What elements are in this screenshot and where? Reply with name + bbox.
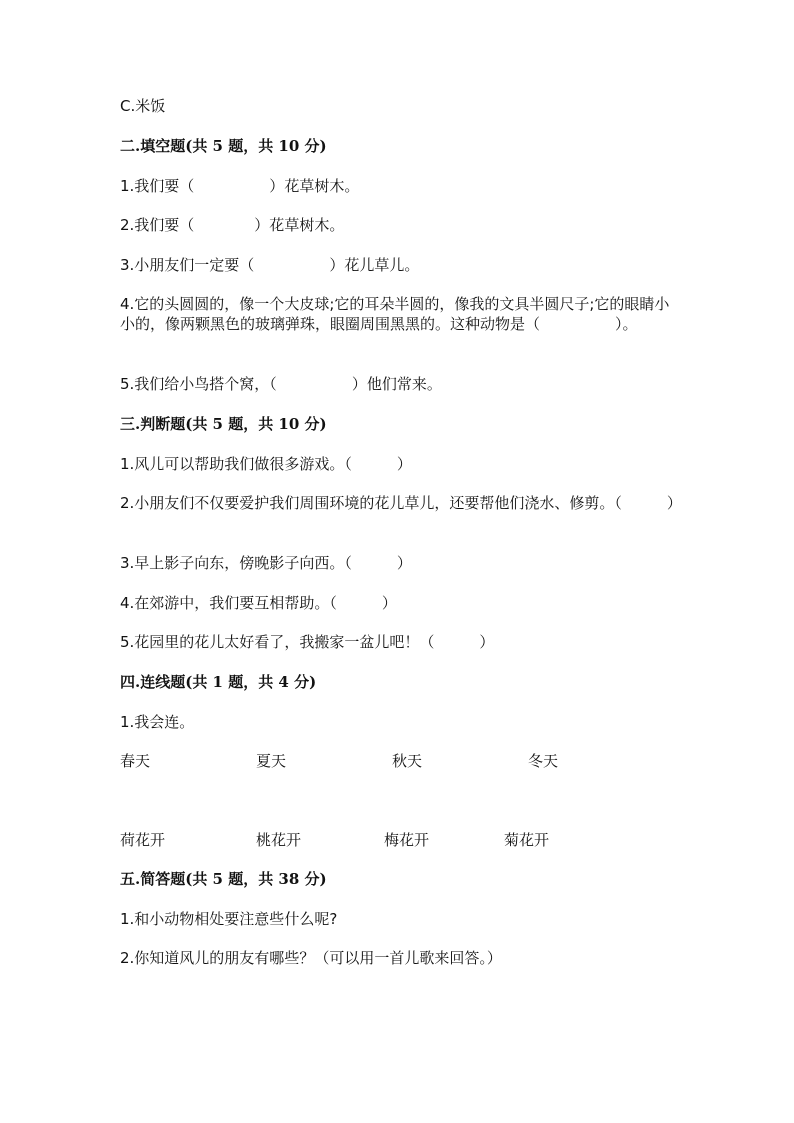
fill-question-3: 3.小朋友们一定要（ ）花儿草儿。 [120, 256, 420, 274]
section-4-title: 四.连线题(共 1 题，共 4 分) [120, 673, 317, 691]
section-5-title: 五.简答题(共 5 题，共 38 分) [120, 870, 327, 888]
flower-plum[interactable]: 梅花开 [384, 831, 430, 849]
season-summer[interactable]: 夏天 [256, 752, 287, 770]
fill-question-2: 2.我们要（ ）花草树木。 [120, 216, 345, 234]
option-c: C.米饭 [120, 97, 166, 115]
short-question-1: 1.和小动物相处要注意些什么呢? [120, 910, 338, 928]
match-question-1: 1.我会连。 [120, 713, 195, 731]
flower-lotus[interactable]: 荷花开 [120, 831, 166, 849]
judge-question-5: 5.花园里的花儿太好看了，我搬家一盆儿吧！（ ） [120, 633, 495, 651]
season-winter[interactable]: 冬天 [528, 752, 559, 770]
flower-chrysanthemum[interactable]: 菊花开 [504, 831, 550, 849]
judge-question-2: 2.小朋友们不仅要爱护我们周围环境的花儿草儿，还要帮他们浇水、修剪。（ ） [120, 494, 682, 512]
flower-peach[interactable]: 桃花开 [256, 831, 302, 849]
fill-question-1: 1.我们要（ ）花草树木。 [120, 177, 360, 195]
judge-question-4: 4.在郊游中，我们要互相帮助。（ ） [120, 594, 397, 612]
judge-question-3: 3.早上影子向东，傍晚影子向西。（ ） [120, 554, 412, 572]
season-spring[interactable]: 春天 [120, 752, 151, 770]
fill-question-5: 5.我们给小鸟搭个窝，（ ）他们常来。 [120, 375, 442, 393]
fill-question-4: 4.它的头圆圆的，像一个大皮球;它的耳朵半圆的，像我的文具半圆尺子;它的眼睛小小的，像两颗黑色的玻璃弹珠，眼圈周围黑黑的。这种动物是（ ）。 [120, 295, 670, 333]
section-2-title: 二.填空题(共 5 题，共 10 分) [120, 137, 327, 155]
section-3-title: 三.判断题(共 5 题，共 10 分) [120, 415, 327, 433]
judge-question-1: 1.风儿可以帮助我们做很多游戏。（ ） [120, 455, 412, 473]
season-autumn[interactable]: 秋天 [392, 752, 423, 770]
short-question-2: 2.你知道风儿的朋友有哪些？（可以用一首儿歌来回答。） [120, 949, 502, 967]
